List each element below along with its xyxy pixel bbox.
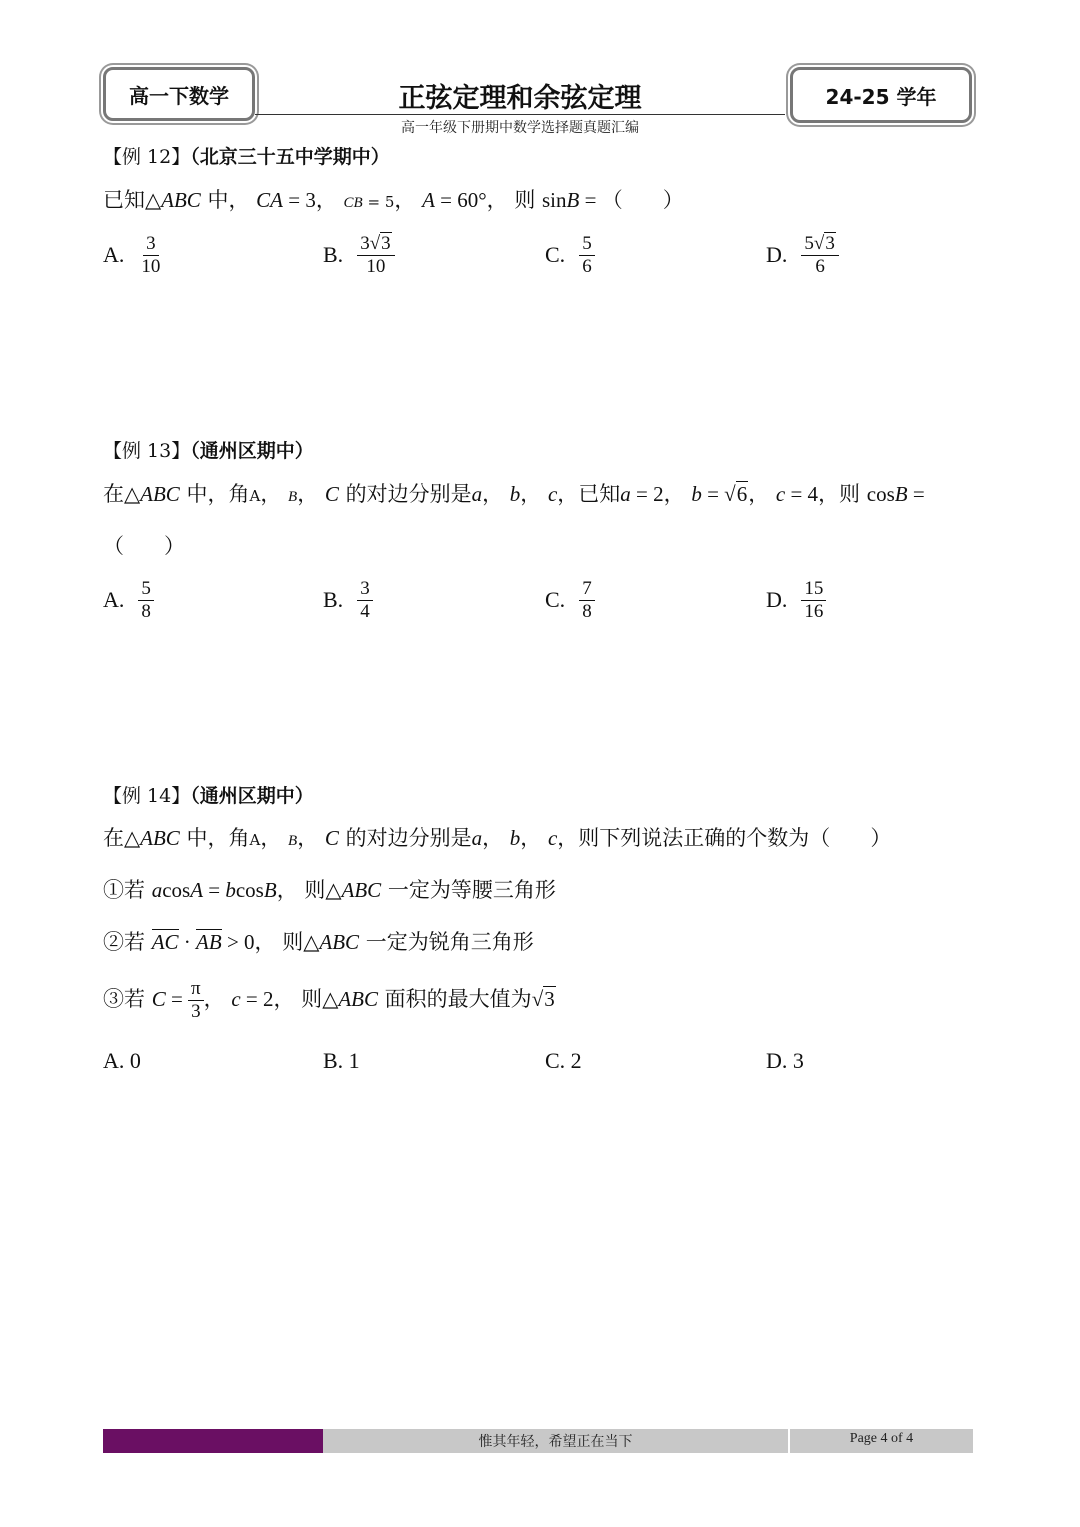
option-d[interactable] [766, 233, 839, 278]
numerator: 5 [579, 233, 595, 256]
subject-label: 高一下数学 [129, 83, 229, 108]
option-label: C. 2 [545, 1048, 582, 1073]
option-label: D. 3 [766, 1048, 804, 1073]
page-subtitle: 高一年级下册期中数学选择题真题汇编 [401, 120, 639, 136]
numerator: 7 [579, 578, 595, 601]
footer-motto: 惟其年轻，希望正在当下 [478, 1434, 633, 1450]
fraction [138, 578, 154, 623]
example-13-heading [103, 436, 314, 463]
statement-3: ③若 C = $\frac{\pi}{3}$ ， c = 2， 则△ABC 面积的最大值为√3 [103, 978, 555, 1022]
numerator: 3 [357, 578, 373, 601]
option-label: C. [545, 242, 566, 268]
fraction [138, 233, 163, 278]
fraction [357, 233, 394, 278]
option-b[interactable] [323, 578, 373, 623]
fraction [579, 233, 595, 278]
example-source: （通州区期中） [190, 785, 314, 807]
denominator: 16 [804, 600, 824, 622]
example-13-answer-blank: （ ） [103, 534, 186, 558]
fraction [801, 578, 826, 623]
numerator: 15 [801, 578, 826, 601]
example-14-question: 在△ABC 中，角A， B， C 的对边分别是a， b， c，则下列说法正确的个数为（ ） [103, 826, 892, 850]
fraction [579, 578, 595, 623]
example-label: 【例 14】 [103, 785, 191, 807]
option-b[interactable] [323, 233, 395, 278]
denominator: 4 [360, 600, 370, 622]
footer-accent-bar [103, 1429, 323, 1453]
example-label: 【例 12】 [103, 146, 191, 168]
example-14-heading [103, 781, 314, 808]
denominator: 8 [582, 600, 592, 622]
option-label: D. [766, 587, 788, 613]
fraction [801, 233, 838, 278]
denominator: 6 [582, 255, 592, 277]
statement-2: ②若 AC · AB > 0， 则△ABC 一定为锐角三角形 [103, 930, 534, 954]
fraction [357, 578, 373, 623]
denominator: 8 [141, 600, 151, 622]
pi-over-three: $\frac{\pi}{3}$ [188, 978, 204, 1023]
option-c[interactable] [545, 1048, 596, 1074]
year-badge [790, 67, 972, 123]
year-label: 24-25 学年 [825, 84, 937, 109]
option-a[interactable] [103, 578, 154, 623]
option-d[interactable] [766, 1048, 818, 1074]
option-d[interactable] [766, 578, 826, 623]
option-label: B. [323, 587, 344, 613]
example-source: （北京三十五中学期中） [190, 146, 390, 168]
option-label: B. 1 [323, 1048, 360, 1073]
option-label: A. 0 [103, 1048, 141, 1073]
option-label: B. [323, 242, 344, 268]
subject-badge [103, 67, 255, 121]
denominator: 10 [141, 255, 161, 277]
option-b[interactable] [323, 1048, 374, 1074]
option-c[interactable] [545, 233, 595, 278]
example-12-question: 已知△ABC 中， CA = 3， CB = 5， A = 60°， 则 sinB = （ ） [103, 188, 684, 212]
header-divider [255, 114, 785, 115]
statement-1: ①若 acosA = bcosB， 则△ABC 一定为等腰三角形 [103, 878, 556, 902]
example-label: 【例 13】 [103, 440, 191, 462]
option-label: D. [766, 242, 788, 268]
example-13-question: 在△ABC 中，角A， B， C 的对边分别是a， b， c，已知a = 2， b = √6， c = 4，则 cosB = [103, 482, 925, 506]
example-12-heading [103, 142, 390, 169]
option-a[interactable] [103, 233, 163, 278]
option-label: A. [103, 587, 125, 613]
numerator: 3√3 [357, 233, 394, 256]
option-label: A. [103, 242, 125, 268]
page-title: 正弦定理和余弦定理 [398, 83, 642, 114]
denominator: 10 [366, 255, 386, 277]
page-number: Page 4 of 4 [849, 1431, 914, 1446]
denominator: 6 [815, 255, 825, 277]
option-a[interactable] [103, 1048, 155, 1074]
numerator: 3 [143, 233, 159, 256]
numerator: 5 [138, 578, 154, 601]
example-source: （通州区期中） [190, 440, 314, 462]
option-c[interactable] [545, 578, 595, 623]
option-label: C. [545, 587, 566, 613]
numerator: 5√3 [801, 233, 838, 256]
